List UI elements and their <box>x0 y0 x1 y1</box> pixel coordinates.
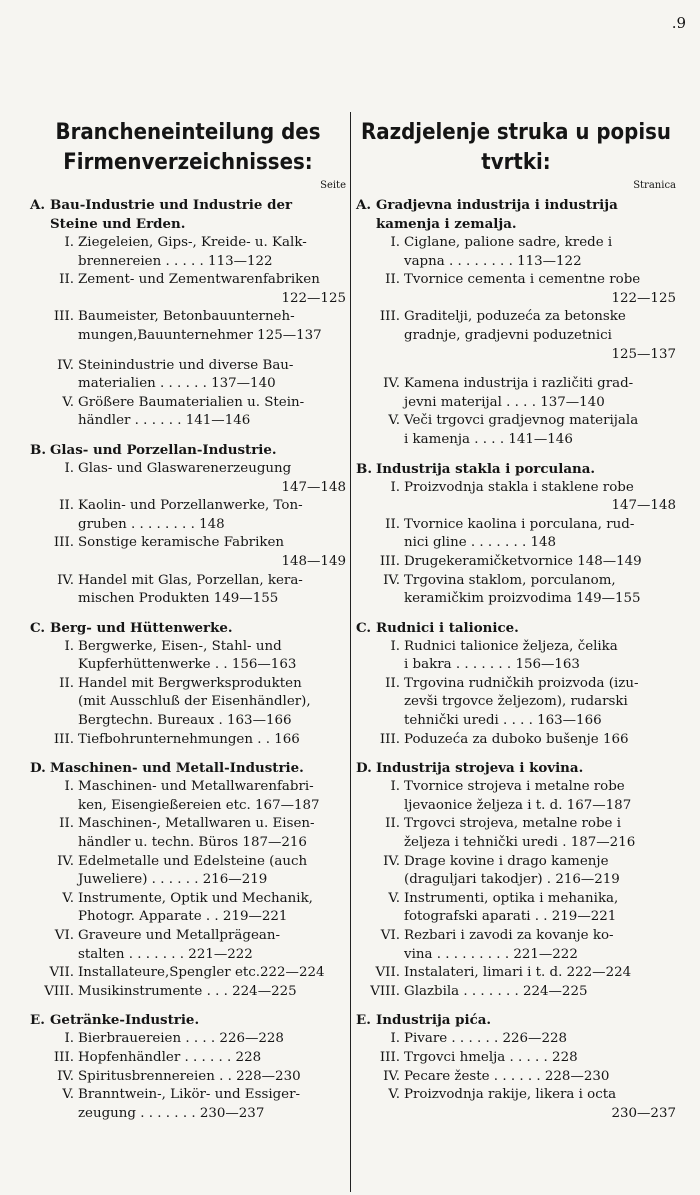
entry-line: Proizvodnja rakije, likera i octa <box>404 1087 617 1103</box>
entry-numeral: IV. <box>383 1068 400 1084</box>
entry-line: Instrumente, Optik und Mechanik, <box>78 890 313 906</box>
entry-numeral: VIII. <box>370 983 400 999</box>
entry-line: Hopfenhändler . . . . . . 228 <box>78 1049 262 1065</box>
entry-text <box>404 375 676 412</box>
category-section <box>356 759 676 1001</box>
category-title <box>50 1011 346 1030</box>
entry-line: Trgovci hmelja . . . . . 228 <box>404 1049 578 1065</box>
entry-line: Drugekeramičketvornice 148—149 <box>404 553 642 569</box>
entry-line: keramičkim proizvodima 149—155 <box>404 591 641 607</box>
entry-line: Drage kovine i drago kamenje <box>404 853 609 869</box>
entry-line: Instalateri, limari i t. d. 222—224 <box>404 965 632 981</box>
entry-numeral: VI. <box>380 928 400 943</box>
category-title <box>50 441 346 460</box>
entry-line: 148—149 <box>281 553 346 569</box>
entry-line: Sonstige keramische Fabriken <box>78 535 285 551</box>
index-entry <box>30 1086 346 1123</box>
entry-numeral: I. <box>390 479 400 495</box>
entry-text <box>404 553 676 572</box>
entry-text <box>404 731 676 750</box>
index-entry <box>356 853 676 890</box>
entry-line: Kupferhüttenwerke . . 156—163 <box>78 657 297 673</box>
index-entry <box>356 731 676 750</box>
category-title-line: Steine und Erden. <box>50 216 186 232</box>
entry-line: 230—237 <box>611 1105 676 1121</box>
entry-line: Baumeister, Betonbauunterneh- <box>78 309 295 325</box>
index-entry <box>30 815 346 852</box>
category-section <box>356 196 676 450</box>
category-heading <box>356 196 676 234</box>
category-title-line: Getränke-Industrie. <box>50 1012 200 1029</box>
entry-text <box>404 675 676 731</box>
category-section <box>356 1011 676 1123</box>
entry-line: Tiefbohrunternehmungen . . 166 <box>78 731 300 747</box>
category-title <box>376 460 676 479</box>
entry-line: materialien . . . . . . 137—140 <box>78 376 276 392</box>
entry-line: Glazbila . . . . . . . 224—225 <box>404 983 588 999</box>
index-entry <box>30 675 346 731</box>
entry-line: i bakra . . . . . . . 156—163 <box>404 657 580 673</box>
entry-line: Edelmetalle und Edelsteine (auch <box>78 853 308 869</box>
entry-numeral: III. <box>53 1049 74 1065</box>
column-heading-line: tvrtki: <box>481 150 551 175</box>
entry-numeral: IV. <box>383 572 400 588</box>
entry-line: stalten . . . . . . . 221—222 <box>78 946 253 962</box>
entry-line: Veči trgovci gradjevnog materijala <box>404 413 639 429</box>
category-letter: E. <box>356 1012 371 1029</box>
index-entry <box>30 927 346 964</box>
entry-text <box>404 964 676 983</box>
index-entry <box>356 964 676 983</box>
category-section <box>30 196 346 431</box>
right-column-croatian <box>356 118 676 1123</box>
category-heading <box>30 1011 346 1030</box>
entry-numeral: I. <box>64 460 74 476</box>
category-title <box>376 759 676 778</box>
entry-text <box>404 234 676 271</box>
entry-numeral: III. <box>53 535 74 551</box>
category-heading <box>30 619 346 638</box>
entry-numeral: I. <box>64 779 74 795</box>
index-entry <box>30 394 346 431</box>
entry-line: Branntwein-, Likör- und Essiger- <box>78 1087 301 1103</box>
entry-line: mungen,Bauunternehmer 125—137 <box>78 327 322 343</box>
entry-text <box>404 516 676 553</box>
left-column-german <box>30 118 346 1123</box>
entry-text <box>78 853 346 890</box>
category-letter: E. <box>30 1012 45 1029</box>
entry-line: 125—137 <box>611 346 676 362</box>
entry-line: vina . . . . . . . . . 221—222 <box>404 946 578 962</box>
entry-numeral: V. <box>62 890 74 906</box>
index-entry <box>30 460 346 497</box>
index-entry <box>30 271 346 308</box>
entry-line: 147—148 <box>281 479 346 495</box>
entry-line: Rudnici talionice željeza, čelika <box>404 638 618 654</box>
entry-numeral: III. <box>53 309 74 325</box>
entry-text <box>404 890 676 927</box>
entry-line: Bierbrauereien . . . . 226—228 <box>78 1031 284 1047</box>
index-entry <box>30 534 346 571</box>
entry-numeral: I. <box>390 638 400 654</box>
entry-line: Graveure und Metallprägean- <box>78 928 281 943</box>
entry-numeral: I. <box>390 1031 400 1047</box>
category-heading <box>356 759 676 778</box>
entry-numeral: II. <box>385 516 400 532</box>
index-entry <box>30 890 346 927</box>
entry-text <box>404 412 676 449</box>
category-letter: A. <box>356 197 372 213</box>
index-entry <box>30 497 346 534</box>
entry-text <box>78 964 346 983</box>
entry-text <box>78 234 346 271</box>
entry-text <box>78 534 346 571</box>
entry-numeral: V. <box>62 1087 74 1103</box>
entry-text <box>78 1086 346 1123</box>
category-letter: C. <box>30 619 46 636</box>
entry-line: fotografski aparati . . 219—221 <box>404 909 617 925</box>
entry-line: brennereien . . . . . 113—122 <box>78 253 273 269</box>
entry-text <box>404 1030 676 1049</box>
category-title <box>50 759 346 778</box>
category-section <box>30 759 346 1001</box>
index-entry <box>30 234 346 271</box>
entry-text <box>78 572 346 609</box>
entry-line: i kamenja . . . . 141—146 <box>404 431 573 447</box>
category-title <box>50 619 346 638</box>
entry-line: Trgovina rudničkih proizvoda (izu- <box>404 675 639 691</box>
category-letter: C. <box>356 619 372 636</box>
entry-line: Tvornice kaolina i porculana, rud- <box>404 516 635 532</box>
entry-line: Kamena industrija i različiti grad- <box>404 376 634 392</box>
index-entry <box>356 815 676 852</box>
index-entry <box>30 853 346 890</box>
category-heading <box>30 196 346 234</box>
index-entry <box>30 1030 346 1049</box>
category-title-line: Industrija stakla i porculana. <box>376 460 596 477</box>
spacer <box>30 346 346 357</box>
index-entry <box>356 675 676 731</box>
index-entry <box>30 572 346 609</box>
entry-numeral: II. <box>59 272 74 288</box>
entry-text <box>404 778 676 815</box>
index-entry <box>356 479 676 516</box>
entry-line: Pivare . . . . . . 226—228 <box>404 1031 568 1047</box>
entry-numeral: VII. <box>49 965 74 981</box>
entry-text <box>78 1049 346 1068</box>
entry-numeral: III. <box>379 731 400 747</box>
entry-text <box>78 675 346 731</box>
category-heading <box>30 759 346 778</box>
index-entry <box>30 1068 346 1087</box>
column-heading-line: Brancheneinteilung des <box>55 120 321 145</box>
entry-line: Graditelji, poduzeća za betonske <box>404 309 626 325</box>
entry-text <box>404 271 676 308</box>
entry-line: Musikinstrumente . . . 224—225 <box>78 983 297 999</box>
entry-line: tehnički uredi . . . . 163—166 <box>404 713 602 729</box>
category-title-line: Berg- und Hüttenwerke. <box>50 619 233 636</box>
page-number: .9 <box>671 14 686 32</box>
index-entry <box>356 516 676 553</box>
entry-numeral: IV. <box>57 357 74 373</box>
index-entry <box>356 375 676 412</box>
entry-text <box>78 731 346 750</box>
category-section <box>30 1011 346 1123</box>
entry-text <box>404 572 676 609</box>
entry-line: željeza i tehnički uredi . 187—216 <box>404 835 636 851</box>
category-heading <box>30 441 346 460</box>
index-entry <box>30 778 346 815</box>
category-title-line: Industrija strojeva i kovina. <box>376 760 584 777</box>
entry-numeral: II. <box>385 816 400 832</box>
entry-numeral: VII. <box>375 965 400 981</box>
index-entry <box>30 357 346 394</box>
entry-text <box>404 1049 676 1068</box>
category-title <box>376 196 676 234</box>
entry-numeral: VI. <box>54 928 74 943</box>
column-heading-line: Razdjelenje struka u popisu <box>361 120 671 145</box>
index-entry <box>356 890 676 927</box>
category-section <box>30 619 346 750</box>
entry-numeral: III. <box>379 553 400 569</box>
index-entry <box>356 927 676 964</box>
entry-line: Maschinen- und Metallwarenfabri- <box>78 779 314 795</box>
index-entry <box>356 412 676 449</box>
category-title <box>376 1011 676 1030</box>
entry-numeral: II. <box>59 675 74 691</box>
entry-numeral: III. <box>379 309 400 325</box>
entry-numeral: V. <box>388 1087 400 1103</box>
entry-line: Steinindustrie und diverse Bau- <box>78 357 294 373</box>
entry-text <box>78 890 346 927</box>
entry-text <box>404 927 676 964</box>
entry-line: nici gline . . . . . . . 148 <box>404 535 557 551</box>
entry-numeral: V. <box>388 890 400 906</box>
entry-numeral: I. <box>390 235 400 250</box>
entry-line: Tvornice strojeva i metalne robe <box>404 779 625 795</box>
entry-line: jevni materijal . . . . 137—140 <box>404 394 605 410</box>
category-title-line: Glas- und Porzellan-Industrie. <box>50 441 277 458</box>
index-entry <box>356 638 676 675</box>
entry-line: händler u. techn. Büros 187—216 <box>78 835 307 851</box>
entry-text <box>78 983 346 1002</box>
entry-line: Zement- und Zementwarenfabriken <box>78 272 320 288</box>
entry-numeral: IV. <box>57 1068 74 1084</box>
entry-text <box>78 778 346 815</box>
index-entry <box>356 778 676 815</box>
category-title-line: kamenja i zemalja. <box>376 216 517 232</box>
entry-line: händler . . . . . . 141—146 <box>78 413 251 429</box>
entry-line: Trgovci strojeva, metalne robe i <box>404 816 621 832</box>
category-letter: D. <box>356 760 372 777</box>
entry-text <box>404 479 676 516</box>
entry-numeral: I. <box>390 779 400 795</box>
entry-text <box>78 815 346 852</box>
entry-line: Bergwerke, Eisen-, Stahl- und <box>78 638 282 654</box>
page-column-label: Stranica <box>633 180 676 191</box>
entry-text <box>404 308 676 364</box>
index-entry <box>356 271 676 308</box>
entry-numeral: I. <box>64 1031 74 1047</box>
entry-text <box>78 1068 346 1087</box>
index-entry <box>30 983 346 1002</box>
index-entry <box>356 234 676 271</box>
entry-line: ljevaonice željeza i t. d. 167—187 <box>404 797 632 813</box>
column-divider <box>350 112 351 1192</box>
index-entry <box>356 983 676 1002</box>
entry-line: Maschinen-, Metallwaren u. Eisen- <box>78 816 315 832</box>
entry-line: Installateure,Spengler etc.222—224 <box>78 965 325 981</box>
index-entry <box>356 1049 676 1068</box>
entry-text <box>404 983 676 1002</box>
entry-line: Kaolin- und Porzellanwerke, Ton- <box>78 498 303 514</box>
index-entry <box>30 964 346 983</box>
category-heading <box>356 460 676 479</box>
entry-numeral: V. <box>388 413 400 429</box>
entry-line: 122—125 <box>281 290 346 306</box>
entry-text <box>78 497 346 534</box>
entry-line: (mit Ausschluß der Eisenhändler), <box>78 694 311 710</box>
entry-line: Bergtechn. Bureaux . 163—166 <box>78 713 292 729</box>
category-letter: B. <box>30 441 46 458</box>
entry-line: Handel mit Bergwerksprodukten <box>78 675 302 691</box>
index-entry <box>30 731 346 750</box>
category-title-line: Gradjevna industrija i industrija <box>376 197 618 213</box>
entry-numeral: III. <box>379 1049 400 1065</box>
entry-line: Spiritusbrennereien . . 228—230 <box>78 1068 301 1084</box>
entry-text <box>404 1086 676 1123</box>
entry-numeral: III. <box>53 731 74 747</box>
entry-numeral: IV. <box>383 376 400 392</box>
entry-text <box>78 308 346 345</box>
column-heading-line: Firmenverzeichnisses: <box>63 150 313 175</box>
entry-line: Proizvodnja stakla i staklene robe <box>404 479 634 495</box>
entry-text <box>78 357 346 394</box>
entry-line: vapna . . . . . . . . 113—122 <box>404 253 582 269</box>
page-column-label: Seite <box>320 180 346 191</box>
entry-line: 122—125 <box>611 290 676 306</box>
entry-line: Rezbari i zavodi za kovanje ko- <box>404 928 614 943</box>
entry-text <box>78 638 346 675</box>
entry-line: gruben . . . . . . . . 148 <box>78 516 225 532</box>
category-title-line: Maschinen- und Metall-Industrie. <box>50 760 304 777</box>
entry-numeral: IV. <box>57 853 74 869</box>
entry-line: ken, Eisengießereien etc. 167—187 <box>78 797 320 813</box>
category-title <box>50 196 346 234</box>
entry-text <box>404 1068 676 1087</box>
entry-text <box>78 271 346 308</box>
entry-numeral: II. <box>59 498 74 514</box>
category-title <box>376 619 676 638</box>
entry-line: Ziegeleien, Gips-, Kreide- u. Kalk- <box>78 235 307 250</box>
entry-numeral: I. <box>64 235 74 250</box>
entry-line: Ciglane, palione sadre, krede i <box>404 235 613 250</box>
entry-numeral: I. <box>64 638 74 654</box>
category-heading <box>356 619 676 638</box>
category-title-line: Rudnici i talionice. <box>376 619 519 636</box>
entry-line: zevši trgovce željezom), rudarski <box>404 694 628 710</box>
entry-numeral: IV. <box>57 572 74 588</box>
index-entry <box>356 572 676 609</box>
entry-numeral: II. <box>385 272 400 288</box>
entry-line: Tvornice cementa i cementne robe <box>404 272 641 288</box>
index-entry <box>356 308 676 364</box>
entry-line: Trgovina staklom, porculanom, <box>404 572 616 588</box>
entry-line: Pecare žeste . . . . . . 228—230 <box>404 1068 610 1084</box>
entry-text <box>404 815 676 852</box>
index-entry <box>30 1049 346 1068</box>
entry-text <box>78 460 346 497</box>
entry-text <box>78 394 346 431</box>
index-entry <box>30 638 346 675</box>
entry-line: Glas- und Glaswarenerzeugung <box>78 460 292 476</box>
category-title-line: Bau-Industrie und Industrie der <box>50 197 293 213</box>
entry-line: (draguljari takodjer) . 216—219 <box>404 872 620 888</box>
category-title-line: Industrija pića. <box>376 1012 492 1029</box>
category-section <box>356 460 676 609</box>
index-entry <box>356 1086 676 1123</box>
entry-numeral: II. <box>385 675 400 691</box>
entry-numeral: VIII. <box>44 983 74 999</box>
category-letter: A. <box>30 197 46 213</box>
index-entry <box>30 308 346 345</box>
index-entry <box>356 1068 676 1087</box>
entry-line: Instrumenti, optika i mehanika, <box>404 890 619 906</box>
entry-line: Juweliere) . . . . . . 216—219 <box>78 872 268 888</box>
entry-line: mischen Produkten 149—155 <box>78 591 279 607</box>
index-entry <box>356 1030 676 1049</box>
category-letter: B. <box>356 460 372 477</box>
entry-text <box>404 853 676 890</box>
category-section <box>30 441 346 609</box>
entry-text <box>78 927 346 964</box>
category-heading <box>356 1011 676 1030</box>
entry-text <box>78 1030 346 1049</box>
category-section <box>356 619 676 750</box>
entry-line: gradnje, gradjevni poduzetnici <box>404 327 612 343</box>
entry-line: Poduzeća za duboko bušenje 166 <box>404 731 629 747</box>
entry-line: zeugung . . . . . . . 230—237 <box>78 1105 265 1121</box>
category-letter: D. <box>30 760 46 777</box>
entry-line: 147—148 <box>611 498 676 514</box>
index-entry <box>356 553 676 572</box>
entry-numeral: IV. <box>383 853 400 869</box>
entry-text <box>404 638 676 675</box>
spacer <box>356 364 676 375</box>
entry-line: Photogr. Apparate . . 219—221 <box>78 909 288 925</box>
entry-numeral: II. <box>59 816 74 832</box>
entry-numeral: V. <box>62 394 74 410</box>
entry-line: Handel mit Glas, Porzellan, kera- <box>78 572 303 588</box>
entry-line: Größere Baumaterialien u. Stein- <box>78 394 305 410</box>
